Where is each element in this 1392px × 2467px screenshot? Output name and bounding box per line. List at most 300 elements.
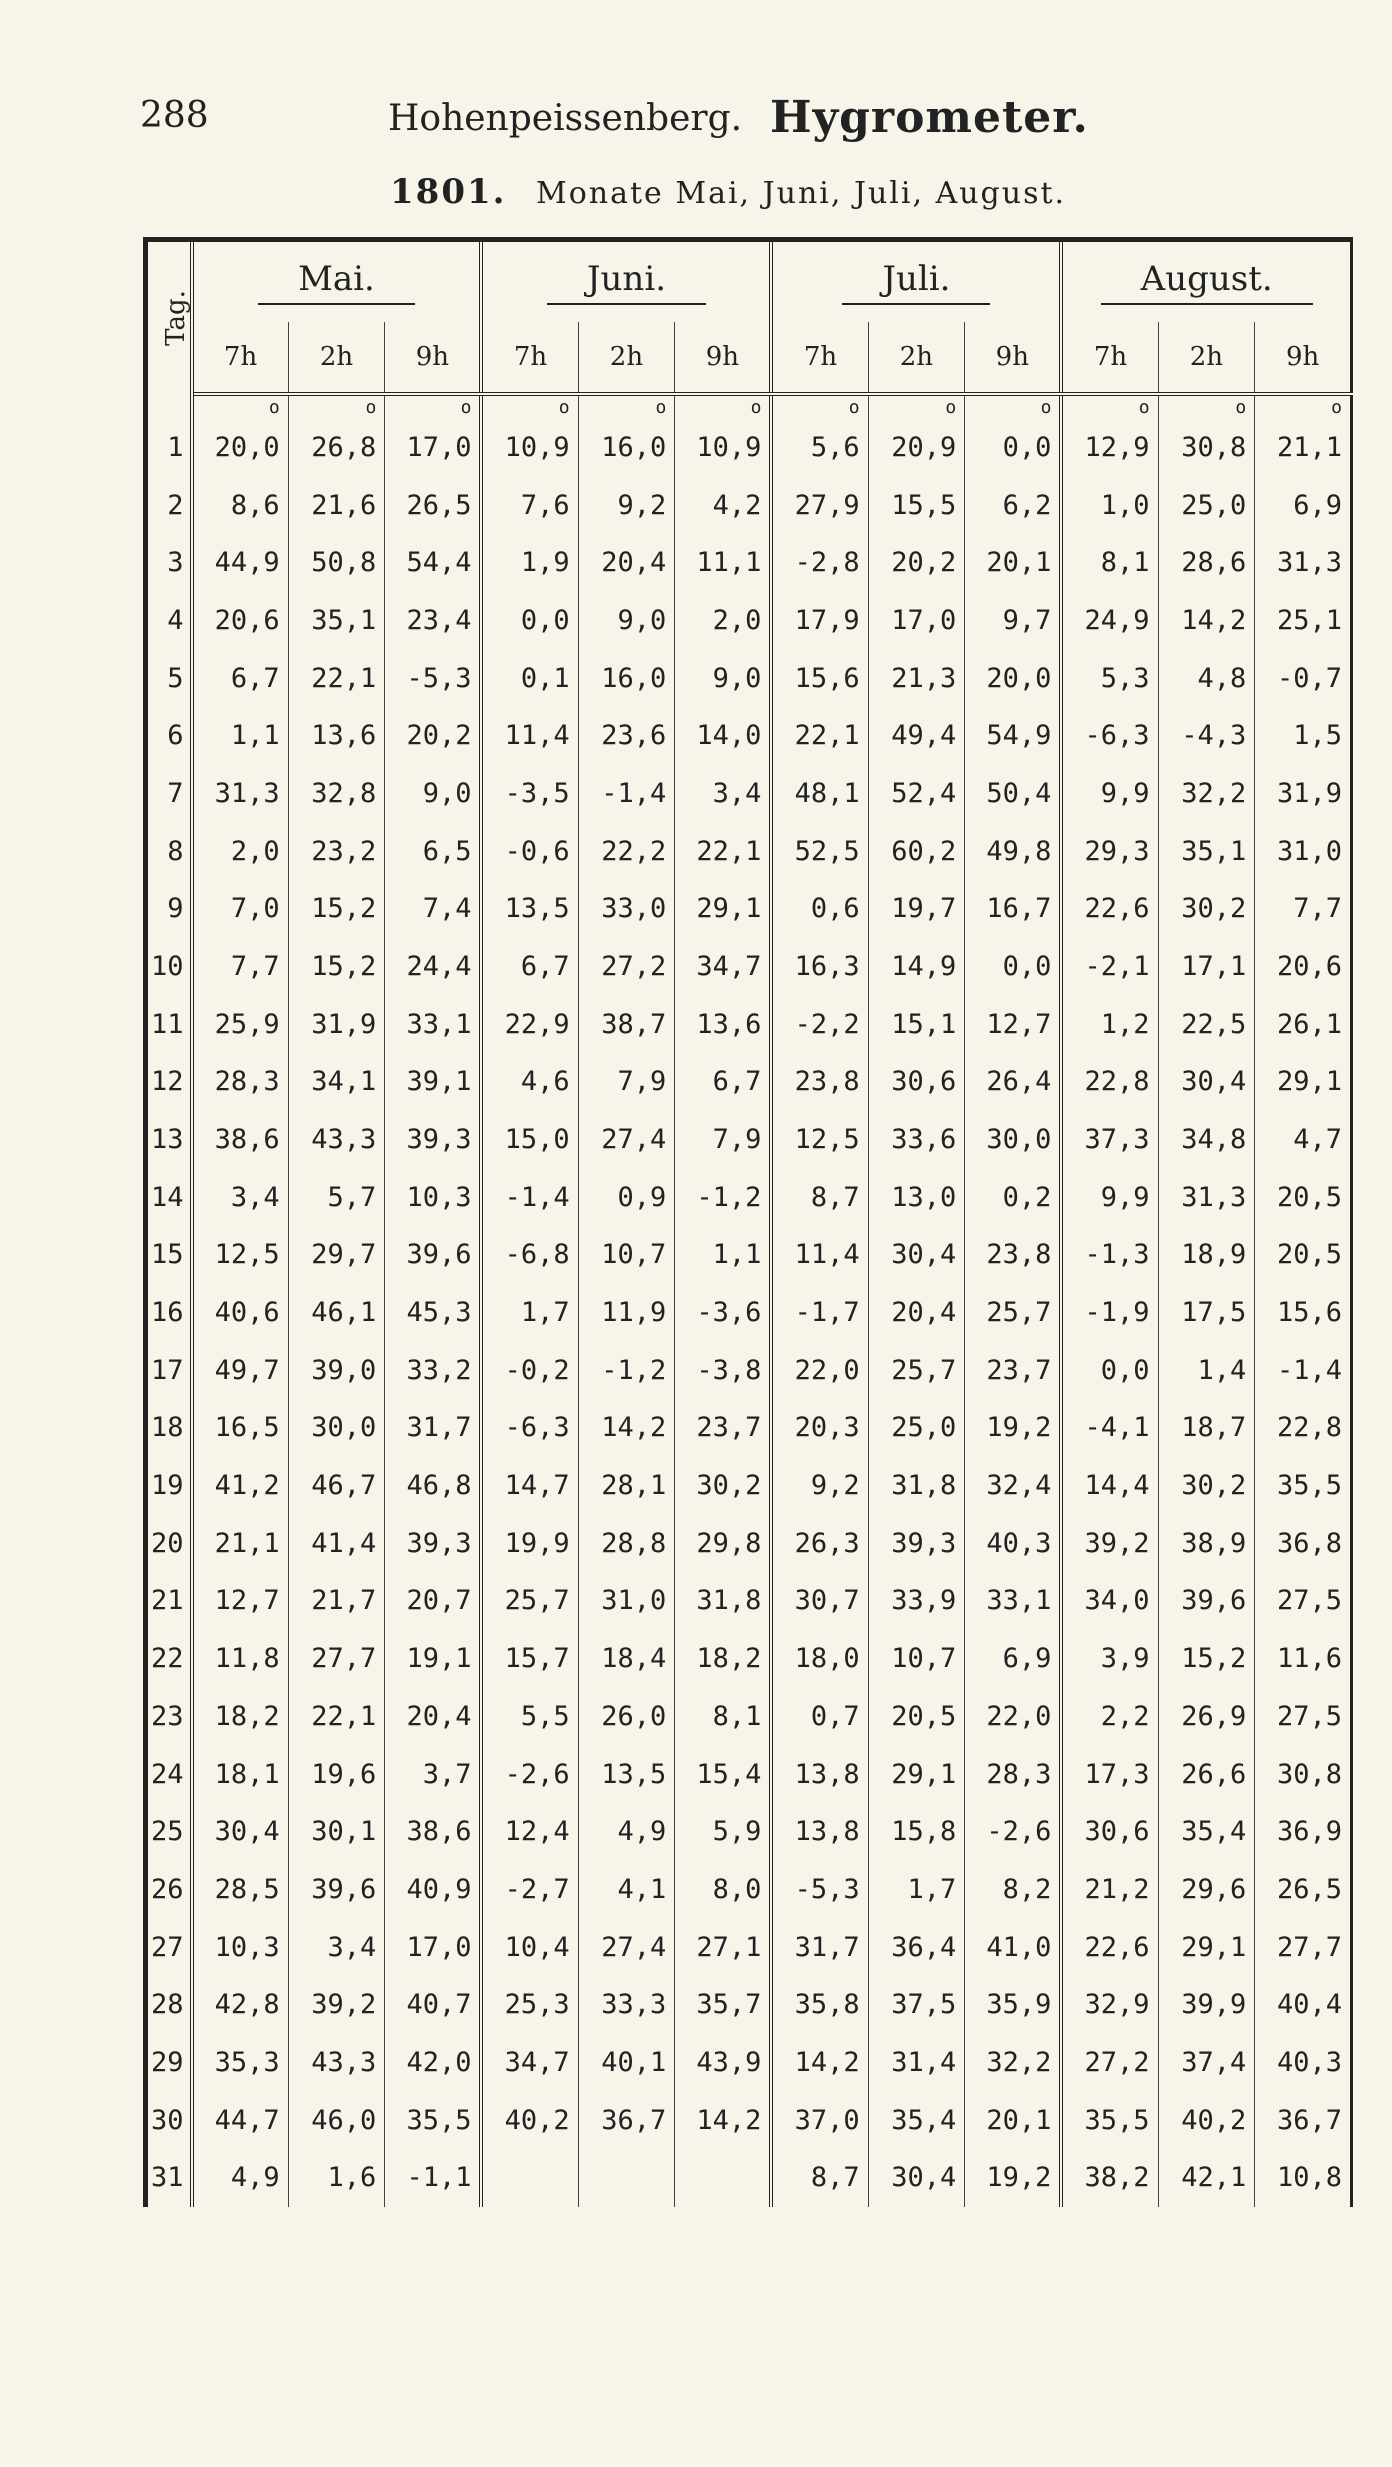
- degree-mark: o: [288, 394, 385, 419]
- reading-cell: 29,1: [868, 1745, 965, 1803]
- reading-cell: 27,4: [578, 1918, 675, 1976]
- reading-cell: [481, 2149, 578, 2207]
- hour-header: 7h: [481, 322, 578, 394]
- degree-mark: o: [675, 394, 772, 419]
- degree-mark: o: [1061, 394, 1158, 419]
- reading-cell: -4,3: [1158, 707, 1255, 765]
- reading-cell: 18,2: [675, 1630, 772, 1688]
- reading-cell: 12,9: [1061, 419, 1158, 477]
- reading-cell: 25,9: [192, 995, 289, 1053]
- table-row: [146, 2149, 1352, 2207]
- table-row: [146, 1226, 1352, 1284]
- reading-cell: 13,8: [771, 1745, 868, 1803]
- reading-cell: 9,0: [578, 592, 675, 650]
- reading-cell: 15,2: [288, 880, 385, 938]
- reading-cell: 10,9: [675, 419, 772, 477]
- reading-cell: -2,6: [481, 1745, 578, 1803]
- reading-cell: 23,8: [965, 1226, 1062, 1284]
- reading-cell: 27,2: [1061, 2034, 1158, 2092]
- reading-cell: 46,1: [288, 1284, 385, 1342]
- reading-cell: 16,7: [965, 880, 1062, 938]
- reading-cell: 30,1: [288, 1803, 385, 1861]
- reading-cell: 16,0: [578, 419, 675, 477]
- reading-cell: 9,0: [385, 765, 482, 823]
- reading-cell: 9,9: [1061, 1168, 1158, 1226]
- day-number: 21: [146, 1572, 192, 1630]
- reading-cell: 3,4: [192, 1168, 289, 1226]
- day-number: 28: [146, 1976, 192, 2034]
- reading-cell: 5,9: [675, 1803, 772, 1861]
- day-number: 9: [146, 880, 192, 938]
- hour-header: 9h: [385, 322, 482, 394]
- reading-cell: 26,3: [771, 1514, 868, 1572]
- reading-cell: 22,1: [675, 822, 772, 880]
- reading-cell: 11,6: [1255, 1630, 1352, 1688]
- reading-cell: -4,1: [1061, 1399, 1158, 1457]
- reading-cell: 15,4: [675, 1745, 772, 1803]
- reading-cell: 31,7: [771, 1918, 868, 1976]
- reading-cell: 35,5: [385, 2091, 482, 2149]
- reading-cell: 34,7: [675, 938, 772, 996]
- table-row: [146, 1630, 1352, 1688]
- reading-cell: 52,5: [771, 822, 868, 880]
- reading-cell: 0,0: [965, 419, 1062, 477]
- reading-cell: 23,7: [675, 1399, 772, 1457]
- reading-cell: 8,1: [1061, 534, 1158, 592]
- reading-cell: 31,3: [192, 765, 289, 823]
- reading-cell: -3,5: [481, 765, 578, 823]
- reading-cell: 36,7: [1255, 2091, 1352, 2149]
- reading-cell: 4,8: [1158, 649, 1255, 707]
- table-row: [146, 1803, 1352, 1861]
- reading-cell: 7,0: [192, 880, 289, 938]
- degree-mark: o: [192, 394, 289, 419]
- reading-cell: 14,2: [675, 2091, 772, 2149]
- day-number: 25: [146, 1803, 192, 1861]
- reading-cell: 26,5: [385, 476, 482, 534]
- reading-cell: 25,0: [1158, 476, 1255, 534]
- reading-cell: 19,2: [965, 1399, 1062, 1457]
- reading-cell: 20,5: [868, 1688, 965, 1746]
- reading-cell: 14,2: [1158, 592, 1255, 650]
- degree-mark: o: [965, 394, 1062, 419]
- reading-cell: 1,1: [675, 1226, 772, 1284]
- reading-cell: 6,7: [192, 649, 289, 707]
- reading-cell: 0,6: [771, 880, 868, 938]
- reading-cell: 37,4: [1158, 2034, 1255, 2092]
- reading-cell: 20,4: [385, 1688, 482, 1746]
- reading-cell: 20,5: [1255, 1168, 1352, 1226]
- reading-cell: 22,1: [771, 707, 868, 765]
- reading-cell: 29,3: [1061, 822, 1158, 880]
- reading-cell: 12,4: [481, 1803, 578, 1861]
- reading-cell: 10,3: [385, 1168, 482, 1226]
- reading-cell: 11,9: [578, 1284, 675, 1342]
- reading-cell: 30,8: [1158, 419, 1255, 477]
- reading-cell: -1,2: [675, 1168, 772, 1226]
- reading-cell: 31,0: [1255, 822, 1352, 880]
- reading-cell: 1,4: [1158, 1341, 1255, 1399]
- reading-cell: 31,3: [1255, 534, 1352, 592]
- table-row: [146, 707, 1352, 765]
- reading-cell: 9,7: [965, 592, 1062, 650]
- reading-cell: 18,2: [192, 1688, 289, 1746]
- reading-cell: 7,7: [192, 938, 289, 996]
- reading-cell: 3,7: [385, 1745, 482, 1803]
- reading-cell: 26,5: [1255, 1861, 1352, 1919]
- reading-cell: 20,1: [965, 2091, 1062, 2149]
- table-row: [146, 419, 1352, 477]
- reading-cell: 41,2: [192, 1457, 289, 1515]
- reading-cell: 1,5: [1255, 707, 1352, 765]
- reading-cell: 3,4: [675, 765, 772, 823]
- reading-cell: 40,3: [965, 1514, 1062, 1572]
- day-number: 29: [146, 2034, 192, 2092]
- reading-cell: 29,6: [1158, 1861, 1255, 1919]
- table-row: [146, 822, 1352, 880]
- reading-cell: 34,7: [481, 2034, 578, 2092]
- day-number: 5: [146, 649, 192, 707]
- reading-cell: 30,2: [1158, 1457, 1255, 1515]
- reading-cell: 31,7: [385, 1399, 482, 1457]
- reading-cell: 13,5: [578, 1745, 675, 1803]
- reading-cell: 42,0: [385, 2034, 482, 2092]
- reading-cell: 27,4: [578, 1111, 675, 1169]
- reading-cell: 15,6: [1255, 1284, 1352, 1342]
- reading-cell: 39,2: [288, 1976, 385, 2034]
- day-number: 7: [146, 765, 192, 823]
- reading-cell: 45,3: [385, 1284, 482, 1342]
- reading-cell: 31,9: [288, 995, 385, 1053]
- reading-cell: 32,2: [1158, 765, 1255, 823]
- hygrometer-table: [143, 237, 1353, 2207]
- reading-cell: -1,4: [1255, 1341, 1352, 1399]
- day-cell-empty: [146, 394, 192, 419]
- reading-cell: 31,3: [1158, 1168, 1255, 1226]
- reading-cell: 8,7: [771, 1168, 868, 1226]
- reading-cell: 0,7: [771, 1688, 868, 1746]
- table-row: [146, 592, 1352, 650]
- reading-cell: 9,9: [1061, 765, 1158, 823]
- reading-cell: 11,1: [675, 534, 772, 592]
- reading-cell: 23,4: [385, 592, 482, 650]
- reading-cell: 33,2: [385, 1341, 482, 1399]
- reading-cell: 10,7: [578, 1226, 675, 1284]
- day-number: 30: [146, 2091, 192, 2149]
- reading-cell: 4,1: [578, 1861, 675, 1919]
- table-row: [146, 1918, 1352, 1976]
- reading-cell: 5,7: [288, 1168, 385, 1226]
- reading-cell: 22,1: [288, 1688, 385, 1746]
- table-row: [146, 1514, 1352, 1572]
- reading-cell: 26,8: [288, 419, 385, 477]
- hour-header: 2h: [288, 322, 385, 394]
- reading-cell: -2,2: [771, 995, 868, 1053]
- reading-cell: 22,8: [1061, 1053, 1158, 1111]
- reading-cell: 35,7: [675, 1976, 772, 2034]
- reading-cell: 17,0: [385, 419, 482, 477]
- reading-cell: 33,6: [868, 1111, 965, 1169]
- reading-cell: 31,0: [578, 1572, 675, 1630]
- day-number: 23: [146, 1688, 192, 1746]
- reading-cell: 21,3: [868, 649, 965, 707]
- reading-cell: -1,9: [1061, 1284, 1158, 1342]
- reading-cell: 19,2: [965, 2149, 1062, 2207]
- reading-cell: 10,4: [481, 1918, 578, 1976]
- reading-cell: 37,5: [868, 1976, 965, 2034]
- reading-cell: -0,7: [1255, 649, 1352, 707]
- reading-cell: 12,7: [192, 1572, 289, 1630]
- table-row: [146, 649, 1352, 707]
- day-number: 13: [146, 1111, 192, 1169]
- reading-cell: 38,6: [192, 1111, 289, 1169]
- reading-cell: 26,1: [1255, 995, 1352, 1053]
- reading-cell: 44,9: [192, 534, 289, 592]
- reading-cell: 25,7: [481, 1572, 578, 1630]
- reading-cell: 29,7: [288, 1226, 385, 1284]
- day-number: 27: [146, 1918, 192, 1976]
- reading-cell: 38,2: [1061, 2149, 1158, 2207]
- reading-cell: 17,0: [868, 592, 965, 650]
- reading-cell: 16,0: [578, 649, 675, 707]
- reading-cell: 28,6: [1158, 534, 1255, 592]
- reading-cell: 6,7: [675, 1053, 772, 1111]
- reading-cell: 18,0: [771, 1630, 868, 1688]
- reading-cell: 4,9: [192, 2149, 289, 2207]
- reading-cell: 39,3: [385, 1111, 482, 1169]
- reading-cell: 35,8: [771, 1976, 868, 2034]
- reading-cell: 19,7: [868, 880, 965, 938]
- reading-cell: 10,7: [868, 1630, 965, 1688]
- reading-cell: 12,5: [771, 1111, 868, 1169]
- table-row: [146, 1457, 1352, 1515]
- reading-cell: 6,9: [1255, 476, 1352, 534]
- reading-cell: 38,6: [385, 1803, 482, 1861]
- reading-cell: 49,7: [192, 1341, 289, 1399]
- reading-cell: 17,3: [1061, 1745, 1158, 1803]
- reading-cell: 34,8: [1158, 1111, 1255, 1169]
- table-row: [146, 1168, 1352, 1226]
- day-number: 26: [146, 1861, 192, 1919]
- reading-cell: 30,2: [1158, 880, 1255, 938]
- table-row: [146, 995, 1352, 1053]
- reading-cell: 0,2: [965, 1168, 1062, 1226]
- reading-cell: 1,1: [192, 707, 289, 765]
- year: 1801.: [390, 172, 507, 212]
- day-number: 3: [146, 534, 192, 592]
- reading-cell: 44,7: [192, 2091, 289, 2149]
- reading-cell: 2,0: [192, 822, 289, 880]
- reading-cell: 5,5: [481, 1688, 578, 1746]
- reading-cell: 46,7: [288, 1457, 385, 1515]
- table-row: [146, 1341, 1352, 1399]
- reading-cell: -2,6: [965, 1803, 1062, 1861]
- reading-cell: -6,8: [481, 1226, 578, 1284]
- reading-cell: 24,4: [385, 938, 482, 996]
- reading-cell: 23,8: [771, 1053, 868, 1111]
- reading-cell: 27,9: [771, 476, 868, 534]
- reading-cell: 13,0: [868, 1168, 965, 1226]
- reading-cell: 0,9: [578, 1168, 675, 1226]
- reading-cell: 29,1: [1255, 1053, 1352, 1111]
- reading-cell: 23,7: [965, 1341, 1062, 1399]
- reading-cell: 22,5: [1158, 995, 1255, 1053]
- reading-cell: 28,3: [192, 1053, 289, 1111]
- reading-cell: 46,8: [385, 1457, 482, 1515]
- reading-cell: 31,8: [868, 1457, 965, 1515]
- degree-mark: o: [385, 394, 482, 419]
- reading-cell: 31,4: [868, 2034, 965, 2092]
- reading-cell: 35,5: [1255, 1457, 1352, 1515]
- reading-cell: 36,9: [1255, 1803, 1352, 1861]
- reading-cell: 19,9: [481, 1514, 578, 1572]
- hour-header: 9h: [1255, 322, 1352, 394]
- reading-cell: 43,3: [288, 2034, 385, 2092]
- reading-cell: 54,9: [965, 707, 1062, 765]
- reading-cell: 15,0: [481, 1111, 578, 1169]
- reading-cell: 29,1: [675, 880, 772, 938]
- reading-cell: 25,3: [481, 1976, 578, 2034]
- reading-cell: 16,3: [771, 938, 868, 996]
- hour-header: 2h: [578, 322, 675, 394]
- reading-cell: -1,4: [481, 1168, 578, 1226]
- reading-cell: 18,1: [192, 1745, 289, 1803]
- reading-cell: 21,1: [192, 1514, 289, 1572]
- reading-cell: 3,4: [288, 1918, 385, 1976]
- reading-cell: 22,6: [1061, 880, 1158, 938]
- table-row: [146, 938, 1352, 996]
- reading-cell: 34,0: [1061, 1572, 1158, 1630]
- reading-cell: 15,5: [868, 476, 965, 534]
- day-number: 6: [146, 707, 192, 765]
- reading-cell: 35,4: [1158, 1803, 1255, 1861]
- reading-cell: -1,7: [771, 1284, 868, 1342]
- reading-cell: 41,0: [965, 1918, 1062, 1976]
- reading-cell: 37,0: [771, 2091, 868, 2149]
- hour-header: 9h: [675, 322, 772, 394]
- reading-cell: 20,2: [868, 534, 965, 592]
- reading-cell: 21,7: [288, 1572, 385, 1630]
- reading-cell: 30,4: [192, 1803, 289, 1861]
- reading-cell: 1,9: [481, 534, 578, 592]
- reading-cell: 30,8: [1255, 1745, 1352, 1803]
- reading-cell: 11,4: [771, 1226, 868, 1284]
- table-row: [146, 1745, 1352, 1803]
- month-header-august: August.: [1061, 240, 1351, 323]
- reading-cell: 40,2: [481, 2091, 578, 2149]
- reading-cell: 8,2: [965, 1861, 1062, 1919]
- reading-cell: 26,6: [1158, 1745, 1255, 1803]
- table-row: [146, 1399, 1352, 1457]
- degree-mark: o: [771, 394, 868, 419]
- months-line: Monate Mai, Juni, Juli, August.: [536, 176, 1067, 211]
- reading-cell: 10,3: [192, 1918, 289, 1976]
- reading-cell: -0,2: [481, 1341, 578, 1399]
- reading-cell: 37,3: [1061, 1111, 1158, 1169]
- reading-cell: 32,9: [1061, 1976, 1158, 2034]
- reading-cell: 39,9: [1158, 1976, 1255, 2034]
- day-number: 14: [146, 1168, 192, 1226]
- hour-header: 7h: [1061, 322, 1158, 394]
- reading-cell: 1,6: [288, 2149, 385, 2207]
- reading-cell: 40,1: [578, 2034, 675, 2092]
- place-name: Hohenpeissenberg.: [388, 98, 743, 139]
- reading-cell: 22,9: [481, 995, 578, 1053]
- day-number: 20: [146, 1514, 192, 1572]
- reading-cell: 30,4: [868, 1226, 965, 1284]
- reading-cell: 20,3: [771, 1399, 868, 1457]
- page-title: Hygrometer.: [770, 92, 1089, 143]
- reading-cell: 20,5: [1255, 1226, 1352, 1284]
- reading-cell: 4,9: [578, 1803, 675, 1861]
- reading-cell: 46,0: [288, 2091, 385, 2149]
- reading-cell: 7,6: [481, 476, 578, 534]
- reading-cell: 4,7: [1255, 1111, 1352, 1169]
- day-number: 24: [146, 1745, 192, 1803]
- reading-cell: 1,2: [1061, 995, 1158, 1053]
- reading-cell: 7,4: [385, 880, 482, 938]
- table-row: [146, 1861, 1352, 1919]
- reading-cell: 8,0: [675, 1861, 772, 1919]
- degree-mark: o: [578, 394, 675, 419]
- table-row: [146, 1284, 1352, 1342]
- table-row: [146, 534, 1352, 592]
- reading-cell: 15,8: [868, 1803, 965, 1861]
- day-number: 18: [146, 1399, 192, 1457]
- reading-cell: 13,6: [675, 995, 772, 1053]
- degree-mark: o: [868, 394, 965, 419]
- reading-cell: 5,6: [771, 419, 868, 477]
- table-row: [146, 1976, 1352, 2034]
- reading-cell: 21,6: [288, 476, 385, 534]
- reading-cell: 40,9: [385, 1861, 482, 1919]
- reading-cell: 11,8: [192, 1630, 289, 1688]
- reading-cell: 7,9: [675, 1111, 772, 1169]
- reading-cell: 7,7: [1255, 880, 1352, 938]
- day-number: 22: [146, 1630, 192, 1688]
- reading-cell: [578, 2149, 675, 2207]
- reading-cell: 7,9: [578, 1053, 675, 1111]
- reading-cell: [675, 2149, 772, 2207]
- reading-cell: 12,5: [192, 1226, 289, 1284]
- reading-cell: 3,9: [1061, 1630, 1158, 1688]
- reading-cell: 39,6: [1158, 1572, 1255, 1630]
- reading-cell: 25,7: [965, 1284, 1062, 1342]
- subtitle: [390, 172, 1066, 212]
- day-number: 8: [146, 822, 192, 880]
- hour-header: 2h: [1158, 322, 1255, 394]
- reading-cell: 6,2: [965, 476, 1062, 534]
- reading-cell: 27,5: [1255, 1572, 1352, 1630]
- reading-cell: 16,5: [192, 1399, 289, 1457]
- reading-cell: 17,0: [385, 1918, 482, 1976]
- reading-cell: 1,0: [1061, 476, 1158, 534]
- reading-cell: 33,0: [578, 880, 675, 938]
- reading-cell: 30,7: [771, 1572, 868, 1630]
- reading-cell: 5,3: [1061, 649, 1158, 707]
- reading-cell: 1,7: [868, 1861, 965, 1919]
- reading-cell: 22,6: [1061, 1918, 1158, 1976]
- day-number: 1: [146, 419, 192, 477]
- reading-cell: 36,4: [868, 1918, 965, 1976]
- reading-cell: 43,3: [288, 1111, 385, 1169]
- reading-cell: 48,1: [771, 765, 868, 823]
- reading-cell: 10,9: [481, 419, 578, 477]
- reading-cell: 32,8: [288, 765, 385, 823]
- table-row: [146, 2091, 1352, 2149]
- reading-cell: -2,7: [481, 1861, 578, 1919]
- reading-cell: 34,1: [288, 1053, 385, 1111]
